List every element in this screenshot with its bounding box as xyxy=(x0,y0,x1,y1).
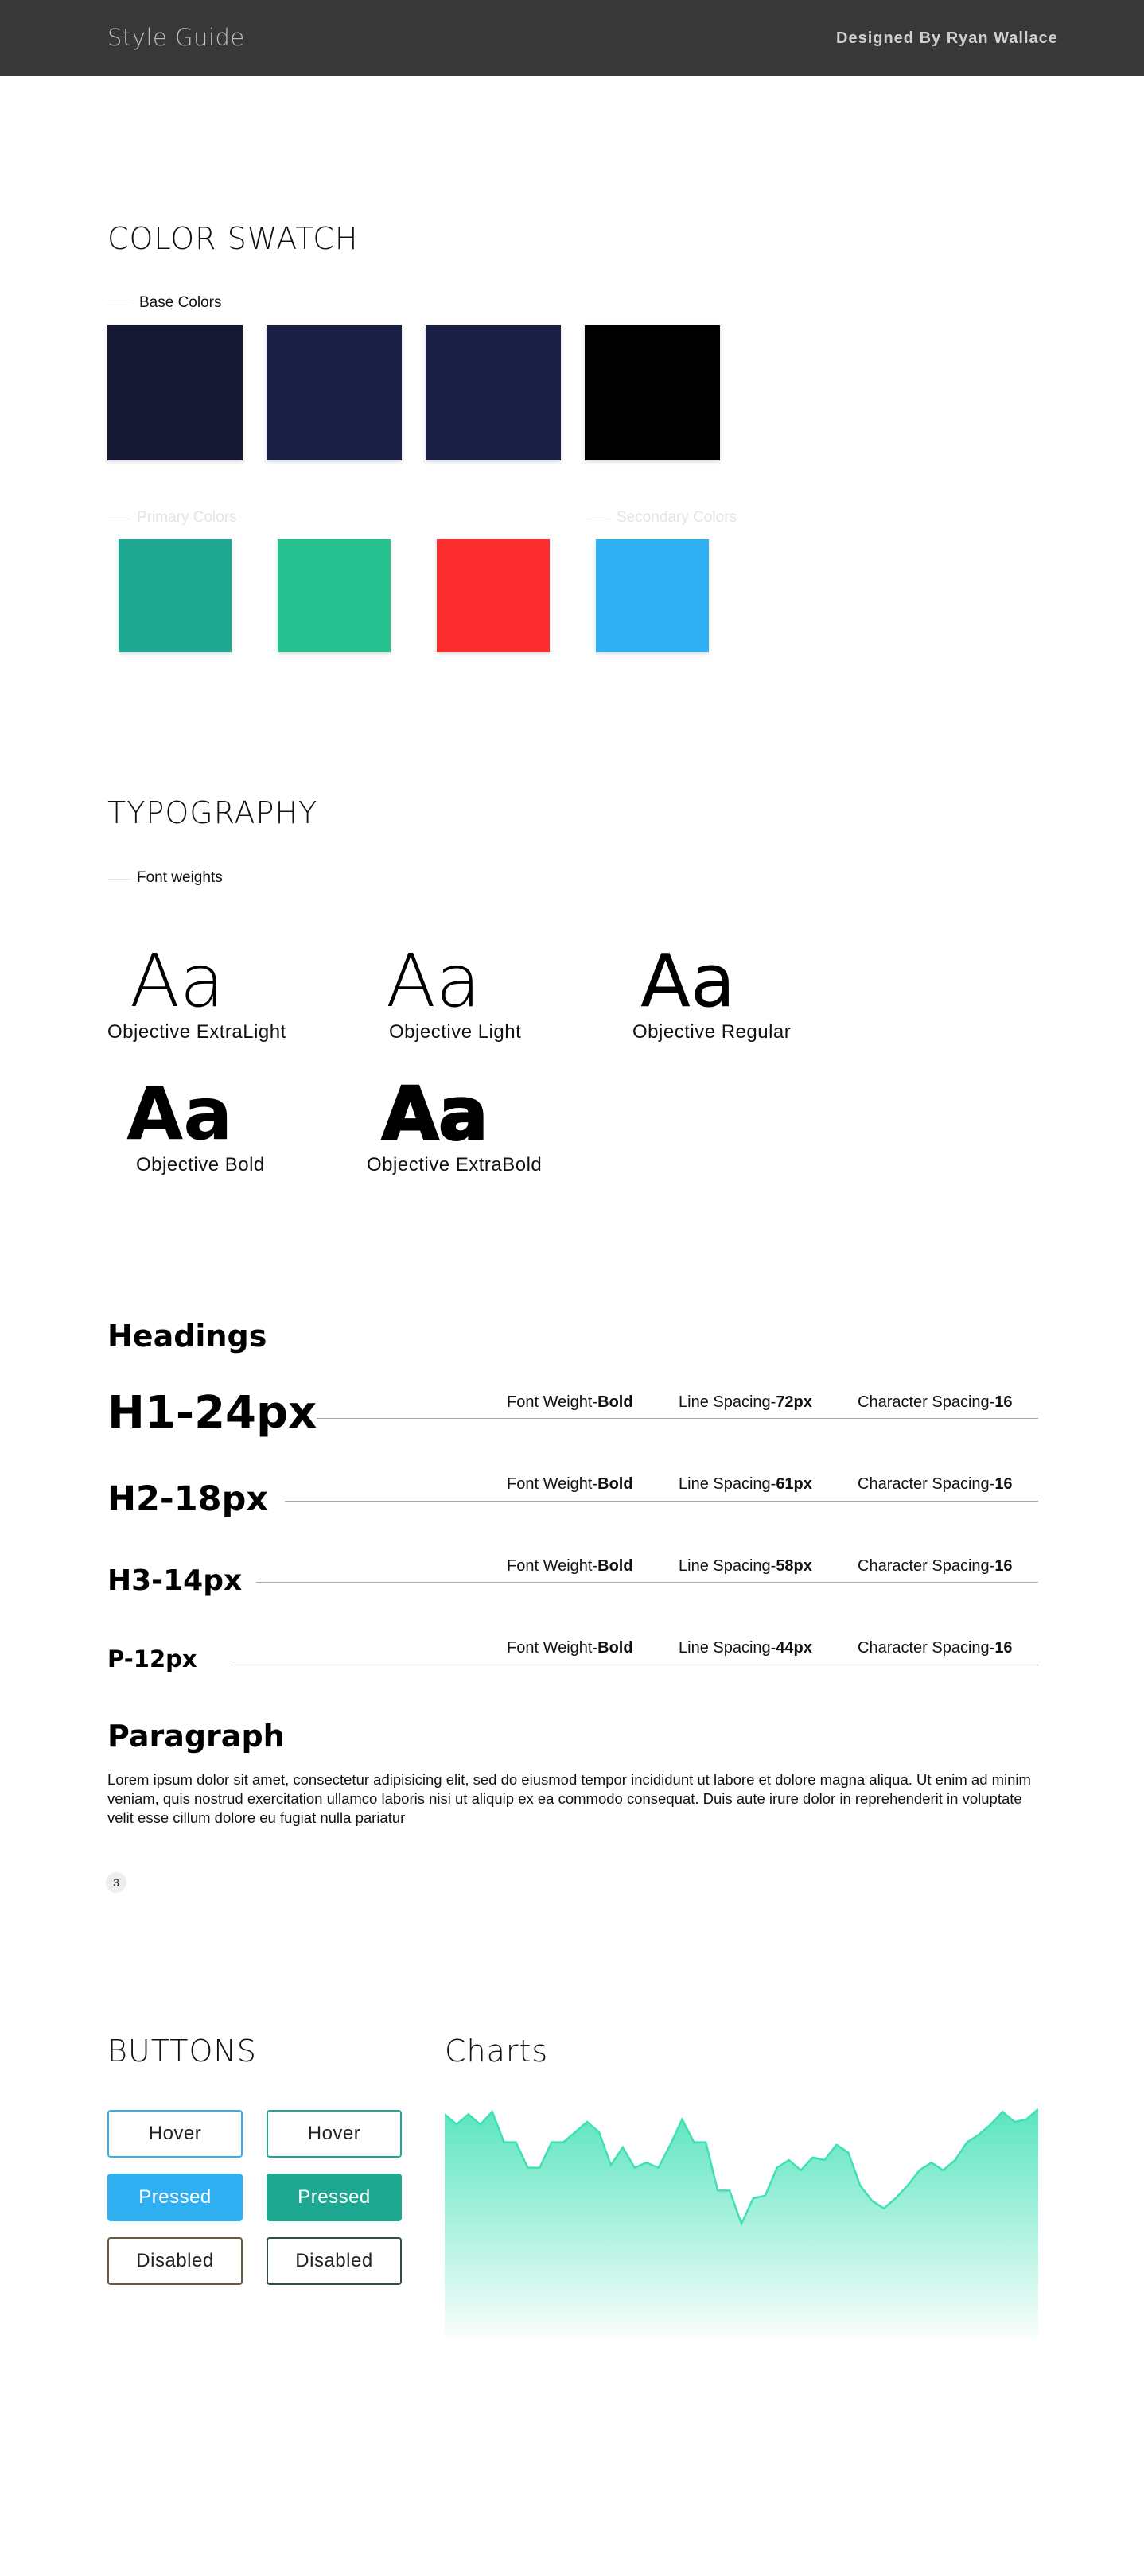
font-sample-light: Aa xyxy=(386,938,481,1024)
font-sample-extralight: Aa xyxy=(130,938,225,1024)
font-label-extralight: Objective ExtraLight xyxy=(107,1021,286,1043)
disabled-button-1[interactable]: Disabled xyxy=(107,2237,243,2285)
chart-title: Charts xyxy=(445,2034,549,2069)
heading-rule xyxy=(285,1501,1038,1502)
designer-credit: Designed By Ryan Wallace xyxy=(836,29,1058,47)
page-number-badge: 3 xyxy=(106,1872,126,1893)
base-color-swatch-3 xyxy=(426,325,561,460)
font-sample-bold: Aa xyxy=(126,1071,233,1156)
spec-font-weight: Font Weight-Bold xyxy=(507,1475,633,1493)
disabled-button-2[interactable]: Disabled xyxy=(267,2237,402,2285)
spec-font-weight: Font Weight-Bold xyxy=(507,1393,633,1411)
pressed-button-blue[interactable]: Pressed xyxy=(107,2174,243,2221)
heading-sample-h2: H2-18px xyxy=(107,1479,269,1519)
primary-color-swatch-3 xyxy=(437,539,550,652)
top-bar xyxy=(0,0,1144,76)
spec-line-spacing: Line Spacing-61px xyxy=(679,1475,812,1493)
spec-line-spacing: Line Spacing-72px xyxy=(679,1393,812,1411)
headings-title: Headings xyxy=(107,1319,267,1354)
font-label-extrabold: Objective ExtraBold xyxy=(367,1154,543,1175)
hover-button-blue[interactable]: Hover xyxy=(107,2110,243,2158)
label-dash xyxy=(107,879,131,880)
heading-rule xyxy=(256,1582,1038,1583)
paragraph-body: Lorem ipsum dolor sit amet, consectetur adipisicing elit, sed do eiusmod tempor incididunt ut labore et dolore magna aliqua. Ut enim ad minim veniam, quis nostrud exercitation ullamco laboris nisi ut aliquip ex ea commodo consequat. Duis aute irure dolor in reprehenderit in voluptate velit esse cillum dolore eu fugiat nulla pariatur xyxy=(107,1771,1031,1826)
primary-colors-label: Primary Colors xyxy=(137,509,237,526)
spec-character-spacing: Character Spacing-16 xyxy=(858,1639,1013,1657)
font-label-light: Objective Light xyxy=(389,1021,522,1043)
primary-color-swatch-1 xyxy=(119,539,232,652)
secondary-colors-label: Secondary Colors xyxy=(617,509,737,526)
buttons-title: BUTTONS xyxy=(107,2034,257,2069)
typography-title: TYPOGRAPHY xyxy=(107,795,318,830)
base-color-swatch-1 xyxy=(107,325,243,460)
heading-sample-p: P-12px xyxy=(107,1645,197,1673)
spec-line-spacing: Line Spacing-58px xyxy=(679,1557,812,1575)
secondary-color-swatch-1 xyxy=(596,539,709,652)
base-color-swatch-4 xyxy=(585,325,720,460)
font-weights-label: Font weights xyxy=(137,869,223,886)
base-colors-label: Base Colors xyxy=(139,294,222,311)
primary-color-swatch-2 xyxy=(278,539,391,652)
heading-rule xyxy=(317,1418,1038,1419)
spec-character-spacing: Character Spacing-16 xyxy=(858,1557,1013,1575)
spec-character-spacing: Character Spacing-16 xyxy=(858,1393,1013,1411)
app-title: Style Guide xyxy=(107,24,245,51)
font-sample-extrabold: Aa xyxy=(382,1071,488,1156)
spec-line-spacing: Line Spacing-44px xyxy=(679,1639,812,1657)
paragraph-title: Paragraph xyxy=(107,1719,285,1754)
base-color-swatch-2 xyxy=(267,325,402,460)
color-swatch-title: COLOR SWATCH xyxy=(107,221,359,256)
heading-sample-h1: H1-24px xyxy=(107,1387,317,1439)
hover-button-teal[interactable]: Hover xyxy=(267,2110,402,2158)
pressed-button-teal[interactable]: Pressed xyxy=(267,2174,402,2221)
spec-font-weight: Font Weight-Bold xyxy=(507,1639,633,1657)
font-label-regular: Objective Regular xyxy=(632,1021,792,1043)
spec-font-weight: Font Weight-Bold xyxy=(507,1557,633,1575)
font-label-bold: Objective Bold xyxy=(136,1154,265,1175)
area-chart xyxy=(445,2084,1038,2338)
heading-sample-h3: H3-14px xyxy=(107,1564,243,1597)
font-sample-regular: Aa xyxy=(640,938,736,1024)
spec-character-spacing: Character Spacing-16 xyxy=(858,1475,1013,1493)
